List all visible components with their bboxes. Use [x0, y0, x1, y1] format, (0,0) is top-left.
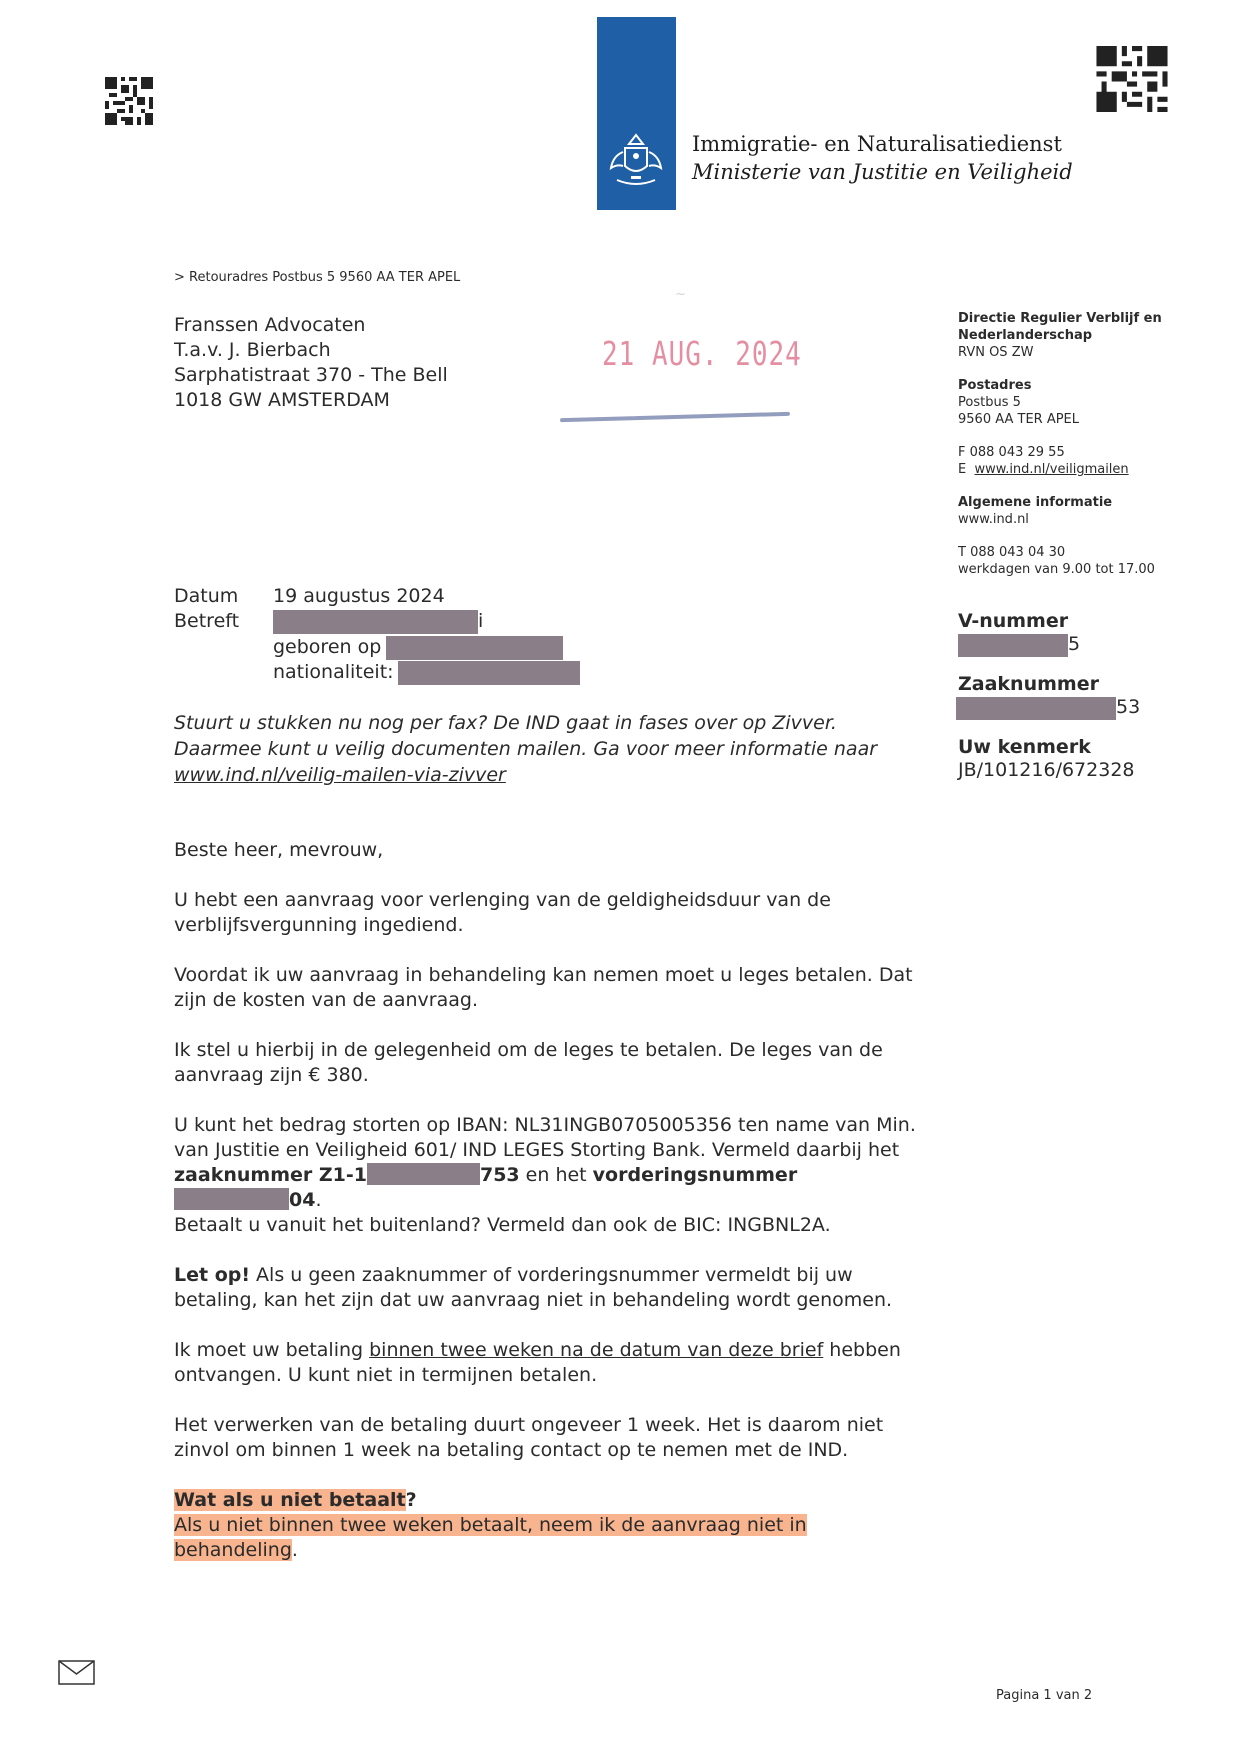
rijksoverheid-crest-logo [603, 130, 670, 190]
warning-line: Als u niet binnen twee weken betaalt, neem ik de aanvraag niet in [174, 1514, 807, 1536]
paragraph-processing [174, 1413, 883, 1463]
sidebar-postadres [958, 377, 1079, 428]
addressee-line: Franssen Advocaten [174, 314, 366, 336]
qr-code-right [1096, 46, 1168, 112]
sidebar-phone [958, 544, 1155, 578]
period: . [315, 1189, 322, 1211]
org-name: Immigratie- en Naturalisatiedienst [692, 132, 1062, 156]
redaction-birthdate [386, 636, 563, 660]
datum-value: 19 augustus 2024 [273, 585, 445, 607]
en-het: en het [519, 1164, 593, 1186]
received-date-stamp: 21 AUG. 2024 [602, 336, 802, 374]
paragraph-line: Ik stel u hierbij in de gelegenheid om de leges te betalen. De leges van de [174, 1039, 883, 1061]
page-number: Pagina 1 van 2 [996, 1688, 1093, 1703]
nationaliteit-label: nationaliteit: [273, 661, 394, 683]
fax-notice-line: Daarmee kunt u veilig documenten mailen. Ga voor meer informatie naar [174, 738, 878, 760]
directie-code: RVN OS ZW [958, 345, 1034, 360]
info-web: www.ind.nl [958, 512, 1029, 527]
warning-section [174, 1488, 807, 1563]
paragraph-line: van Justitie en Veiligheid 601/ IND LEGES Storting Bank. Vermeld daarbij het [174, 1139, 900, 1161]
fax-notice [174, 710, 877, 788]
paragraph-2 [174, 963, 913, 1013]
phone-number: T 088 043 04 30 [958, 545, 1066, 560]
paragraph-line: Betaalt u vanuit het buitenland? Vermeld dan ook de BIC: INGBNL2A. [174, 1214, 831, 1236]
betreft-label: Betreft [174, 610, 240, 632]
paragraph-line: ontvangen. U kunt niet in termijnen betalen. [174, 1364, 598, 1386]
redaction-vnummer [958, 634, 1068, 657]
vorderingsnummer-bold: vorderingsnummer [592, 1164, 798, 1186]
kenmerk-label: Uw kenmerk [958, 736, 1091, 758]
paragraph-text: Ik moet uw betaling [174, 1339, 370, 1361]
warning-question-mark: ? [405, 1489, 417, 1511]
zaaknummer-label: Zaaknummer [958, 673, 1099, 695]
directie-line: Nederlanderschap [958, 328, 1093, 343]
datum-label: Datum [174, 585, 239, 607]
paragraph-text: hebben [823, 1339, 901, 1361]
veiligmailen-link[interactable]: www.ind.nl/veiligmailen [974, 462, 1129, 477]
addressee-line: Sarphatistraat 370 - The Bell [174, 364, 448, 386]
paragraph-line: betaling, kan het zijn dat uw aanvraag niet in behandeling wordt genomen. [174, 1289, 893, 1311]
paragraph-text: Als u geen zaaknummer of vorderingsnummer vermeldt bij uw [250, 1264, 853, 1286]
directie-line: Directie Regulier Verblijf en [958, 311, 1162, 326]
salutation: Beste heer, mevrouw, [174, 839, 384, 861]
envelope-icon [58, 1660, 95, 1685]
deadline-underlined: binnen twee weken na de datum van deze brief [369, 1339, 824, 1361]
paragraph-line: Voordat ik uw aanvraag in behandeling kan nemen moet u leges betalen. Dat [174, 964, 913, 986]
redaction-vorderingsnummer [174, 1188, 289, 1210]
opening-hours: werkdagen van 9.00 tot 17.00 [958, 562, 1155, 577]
vorderingsnummer-tail: 04 [289, 1189, 316, 1211]
paragraph-line: zinvol om binnen 1 week na betaling contact op te nemen met de IND. [174, 1439, 849, 1461]
zaaknummer-tail: 753 [479, 1164, 520, 1186]
postadres-label: Postadres [958, 378, 1032, 393]
paragraph-let-op [174, 1263, 892, 1313]
redaction-name [273, 610, 478, 634]
geboren-label: geboren op [273, 636, 382, 658]
ministry-name: Ministerie van Justitie en Veiligheid [692, 160, 1073, 184]
let-op-bold: Let op! [174, 1264, 251, 1286]
fax-notice-line: Stuurt u stukken nu nog per fax? De IND gaat in fases over op Zivver. [174, 712, 837, 734]
paragraph-1 [174, 888, 831, 938]
addressee-line: T.a.v. J. Bierbach [174, 339, 331, 361]
paragraph-line: aanvraag zijn € 380. [174, 1064, 369, 1086]
postadres-line: 9560 AA TER APEL [958, 412, 1080, 427]
zaaknummer-tail: 53 [1116, 696, 1141, 718]
paragraph-line: verblijfsvergunning ingediend. [174, 914, 464, 936]
redaction-nationality [398, 661, 580, 685]
paragraph-line: zijn de kosten van de aanvraag. [174, 989, 478, 1011]
zivver-link[interactable]: www.ind.nl/veilig-mailen-via-zivver [174, 764, 506, 786]
email-prefix: E [958, 462, 967, 477]
sidebar-contact [958, 444, 1129, 478]
paragraph-3 [174, 1038, 883, 1088]
sidebar-info [958, 494, 1112, 528]
paragraph-payment [174, 1113, 916, 1238]
return-address: > Retouradres Postbus 5 9560 AA TER APEL [174, 270, 461, 285]
paragraph-line: Het verwerken van de betaling duurt ongeveer 1 week. Het is daarom niet [174, 1414, 884, 1436]
paragraph-deadline [174, 1338, 901, 1388]
fax-number: F 088 043 29 55 [958, 445, 1065, 460]
postadres-line: Postbus 5 [958, 395, 1021, 410]
addressee-block [174, 313, 448, 413]
redaction-zaaknummer [956, 697, 1116, 720]
paragraph-line: U hebt een aanvraag voor verlenging van de geldigheidsduur van de [174, 889, 831, 911]
paragraph-line: U kunt het bedrag storten op IBAN: NL31INGB0705005356 ten name van Min. [174, 1114, 916, 1136]
warning-heading: Wat als u niet betaalt [174, 1489, 406, 1511]
addressee-line: 1018 GW AMSTERDAM [174, 389, 390, 411]
vnummer-tail: 5 [1068, 633, 1081, 655]
stamp-underline [560, 412, 790, 422]
betreft-tail: i [478, 610, 484, 632]
warning-line: behandeling [174, 1539, 292, 1561]
redaction-zaaknummer-body [367, 1163, 480, 1185]
stamp-initials: ~ [675, 287, 686, 302]
qr-code-left [105, 77, 153, 125]
sidebar-directie [958, 310, 1162, 361]
vnummer-label: V-nummer [958, 610, 1069, 632]
info-label: Algemene informatie [958, 495, 1113, 510]
period: . [291, 1539, 298, 1561]
kenmerk-value: JB/101216/672328 [958, 759, 1135, 781]
zaaknummer-bold: zaaknummer Z1-1 [174, 1164, 367, 1186]
